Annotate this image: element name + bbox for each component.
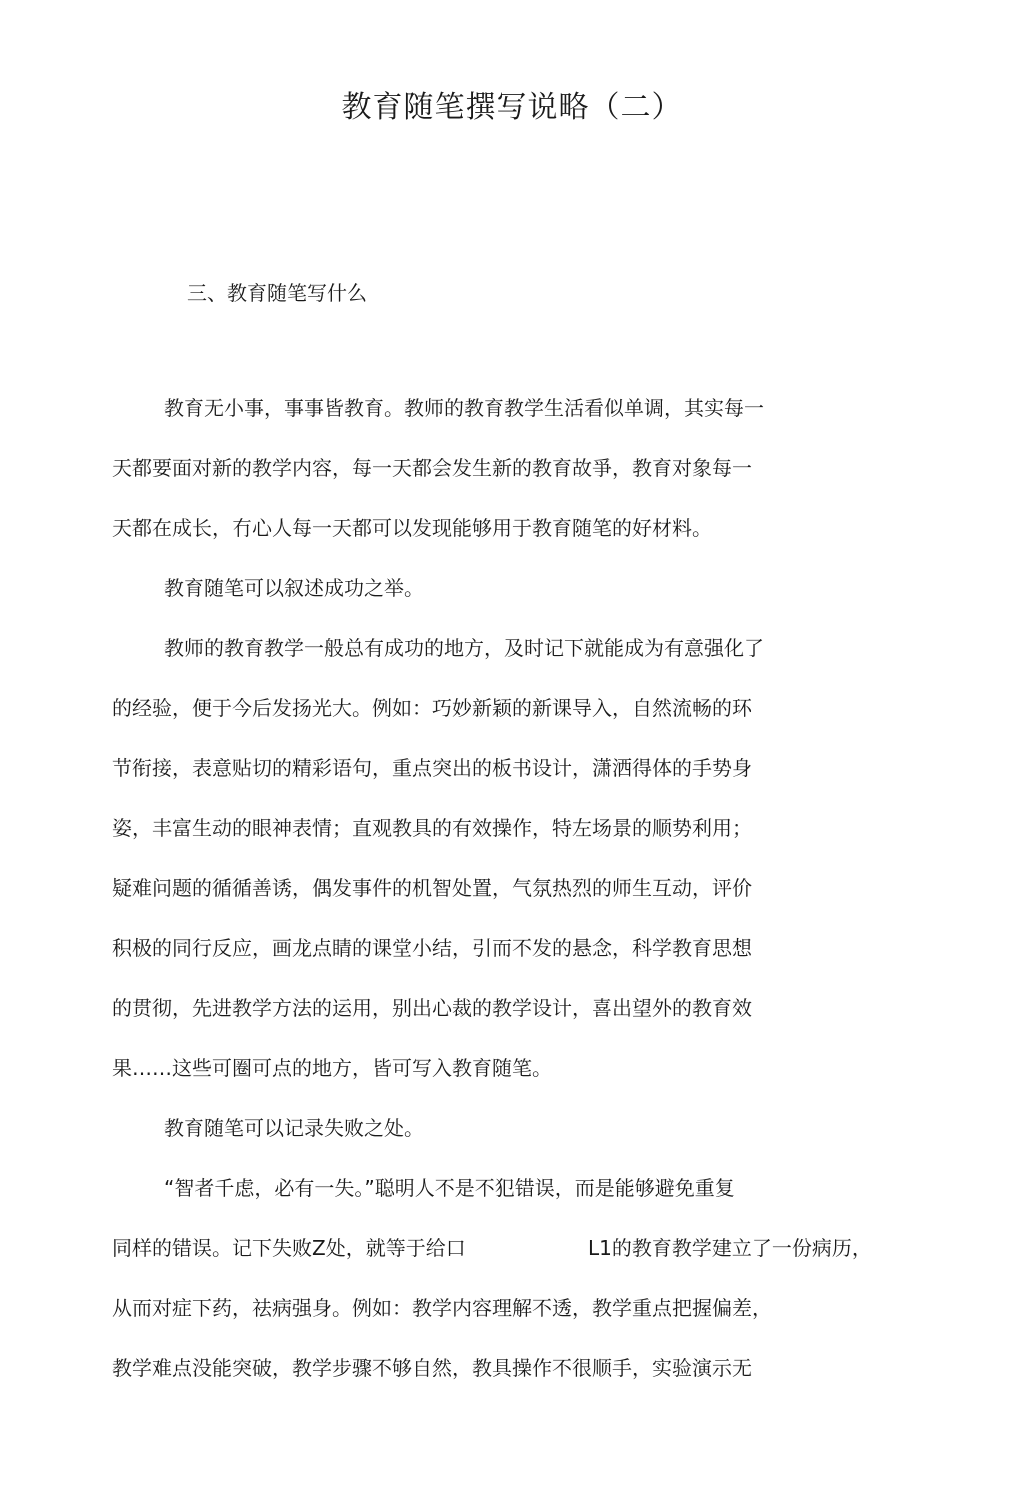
section-heading: 三、教育随笔写什么 — [187, 281, 367, 305]
paragraph-line: 天都要面对新的教学内容，每一天都会发生新的教育故爭，教育对象每一 — [112, 456, 752, 480]
page-title: 教育随笔撰写说略（二） — [341, 90, 683, 125]
paragraph-line: 姿，丰富生动的眼神表情；直观教具的有效操作，特左场景的顺势利用； — [112, 816, 752, 840]
paragraph-line: L1的教育教学建立了一份病历， — [588, 1236, 872, 1260]
paragraph-line: 果……这些可圈可点的地方，皆可写入教育随笔。 — [112, 1056, 552, 1080]
paragraph-line: 教育随笔可以叙述成功之举。 — [164, 576, 424, 600]
paragraph-line: 积极的同行反应，画龙点睛的课堂小结，引而不发的悬念，科学教育思想 — [112, 936, 752, 960]
paragraph-line: “智者千虑，必有一失。”聪明人不是不犯错误，而是能够避免重复 — [164, 1176, 735, 1200]
paragraph-line: 同样的错误。记下失败Z处，就等于给口 — [112, 1236, 466, 1260]
paragraph-line: 教学难点没能突破，教学步骤不够自然，教具操作不很顺手，实验演示无 — [112, 1356, 752, 1380]
paragraph-line: 疑难问题的循循善诱，偶发事件的机智处置，气氛热烈的师生互动，评价 — [112, 876, 752, 900]
paragraph-line: 从而对症下药，祛病强身。例如：教学内容理解不透，教学重点把握偏差， — [112, 1296, 772, 1320]
paragraph-line: 的经验，便于今后发扬光大。例如：巧妙新颖的新课导入，自然流畅的环 — [112, 696, 752, 720]
paragraph-line: 的贯彻，先进教学方法的运用，别出心裁的教学设计，喜出望外的教育效 — [112, 996, 752, 1020]
paragraph-line: 教育随笔可以记录失败之处。 — [164, 1116, 424, 1140]
paragraph-line: 节衔接，表意贴切的精彩语句，重点突出的板书设计，潇洒得体的手势身 — [112, 756, 752, 780]
paragraph-line: 天都在成长，冇心人每一天都可以发现能够用于教育随笔的好材料。 — [112, 516, 712, 540]
paragraph-line: 教师的教育教学一般总有成功的地方，及时记下就能成为有意强化了 — [164, 636, 764, 660]
paragraph-line: 教育无小事，事事皆教育。教师的教育教学生活看似单调，其实每一 — [164, 396, 764, 420]
